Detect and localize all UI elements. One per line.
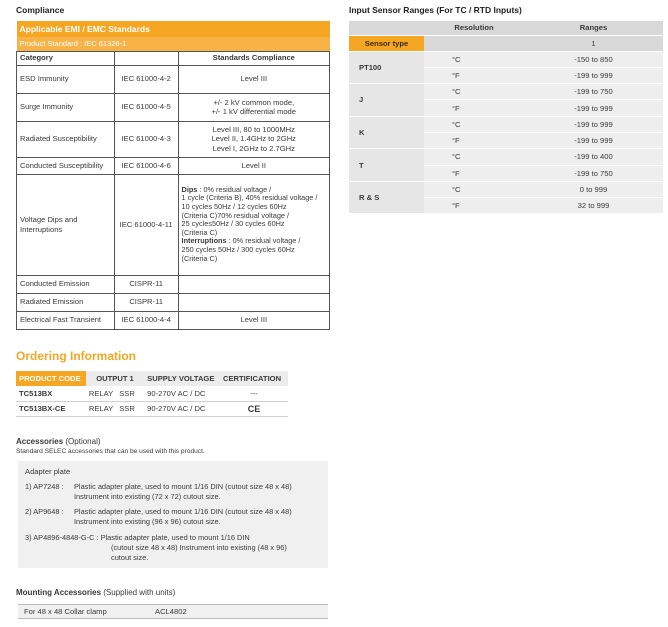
compliance-line: +/- 1 kV differential mode	[211, 107, 297, 116]
sensor-range: -199 to 999	[524, 132, 663, 148]
interruptions-text: 250 cycles 50Hz / 300 cycles 60Hz	[181, 245, 295, 255]
sensor-unit: °F	[424, 67, 524, 83]
row-category: Electrical Fast Transient	[17, 311, 115, 329]
product-code: TC513BX-CE	[16, 401, 86, 416]
mounting-title: Mounting Accessories	[16, 588, 102, 597]
header-blank	[349, 21, 424, 35]
table-row	[16, 401, 288, 416]
compliance-line: Level I, 2GHz to 2.7GHz	[212, 143, 295, 153]
sensor-range: 0 to 999	[524, 181, 663, 197]
product-code: TC513BX	[16, 386, 86, 401]
row-standard: IEC 61000-4-3	[114, 121, 178, 157]
accessory-item	[25, 482, 64, 492]
table-row	[349, 116, 663, 132]
mounting-code: ACL4802	[155, 607, 187, 616]
table-row	[17, 174, 330, 275]
accessories-heading	[16, 437, 101, 446]
emc-banner-row	[17, 21, 330, 37]
row-category: Voltage Dips and Interruptions	[17, 174, 115, 275]
mounting-title-suffix: (Supplied with units)	[101, 588, 176, 597]
row-compliance	[178, 93, 329, 121]
dips-text: : 0% residual voltage /	[197, 184, 272, 194]
accessory-line: Plastic adapter plate, used to mount 1/16 DIN (cutout size 48 x 48)	[74, 507, 292, 516]
row-standard: IEC 61000-4-2	[114, 65, 178, 93]
row-category: ESD Immunity	[17, 65, 115, 93]
accessory-line: Instrument into existing (72 x 72) cutout size.	[74, 491, 221, 501]
sensor-unit: °F	[424, 132, 524, 148]
supply-voltage: 90-270V AC / DC	[144, 386, 220, 401]
dips-text: 10 cycles 50Hz / 12 cycles 60Hz	[181, 201, 287, 211]
sensor-name: PT100	[349, 51, 424, 84]
row-standard: CISPR-11	[114, 293, 178, 311]
row-compliance: Level III	[178, 65, 329, 93]
accessory-label: 1) AP7248 :	[25, 482, 64, 491]
sensor-name: K	[349, 116, 424, 149]
table-row	[17, 93, 330, 121]
table-row	[17, 65, 330, 93]
ordering-table	[16, 371, 288, 417]
row-compliance	[178, 121, 329, 157]
sensor-ranges-table	[349, 21, 663, 214]
col-compliance: Standards Compliance	[178, 51, 329, 65]
compliance-line: Level II, 1.4GHz to 2GHz	[211, 134, 296, 144]
col-category: Category	[17, 51, 115, 65]
row-category: Radiated Emission	[17, 293, 115, 311]
dips-text: 1 cycle (Criteria B), 40% residual voltage /	[181, 193, 318, 203]
accessory-item	[25, 507, 64, 517]
sensor-range: -199 to 999	[524, 67, 663, 83]
accessory-desc	[111, 543, 287, 562]
sensor-unit: °F	[424, 100, 524, 116]
sensor-header-row	[349, 21, 663, 35]
output-ssr: SSR	[116, 386, 144, 401]
row-compliance: Level III	[178, 311, 329, 329]
interruptions-text: (Criteria C)	[181, 253, 218, 263]
row-compliance: Level II	[178, 157, 329, 174]
sensor-unit: °C	[424, 84, 524, 100]
row-standard: IEC 61000-4-11	[114, 174, 178, 275]
interruptions-text: : 0% residual voltage /	[226, 236, 301, 246]
adapter-plate-title: Adapter plate	[25, 467, 71, 476]
sensor-name: R & S	[349, 181, 424, 214]
sensor-name: T	[349, 149, 424, 182]
col-ranges: Ranges	[524, 21, 663, 35]
table-row	[349, 51, 663, 67]
accessory-line: (cutout size 48 x 48) Instrument into existing (48 x 96)	[111, 543, 287, 552]
table-row	[349, 149, 663, 165]
ordering-header-row	[16, 371, 288, 386]
sensor-unit: °C	[424, 181, 524, 197]
sensor-range: 32 to 999	[524, 198, 663, 214]
table-row	[17, 311, 330, 329]
mounting-row	[18, 604, 328, 619]
row-category: Surge Immunity	[17, 93, 115, 121]
product-standard-row	[17, 37, 330, 51]
col-standard	[114, 51, 178, 65]
sensor-ranges-title: Input Sensor Ranges (For TC / RTD Inputs)	[349, 5, 522, 15]
sensor-unit: °C	[424, 149, 524, 165]
col-supply-voltage: SUPPLY VOLTAGE	[144, 371, 220, 386]
resolution-blank	[424, 35, 524, 51]
row-category: Conducted Susceptibility	[17, 157, 115, 174]
accessory-line: Plastic adapter plate, used to mount 1/16 DIN (cutout size 48 x 48)	[74, 482, 292, 491]
col-certification: CERTIFICATION	[220, 371, 288, 386]
emc-header-row	[17, 51, 330, 65]
table-row	[17, 157, 330, 174]
ordering-title: Ordering Information	[16, 349, 136, 363]
sensor-range: -199 to 750	[524, 165, 663, 181]
emc-banner: Applicable EMI / EMC Standards	[17, 21, 330, 37]
dips-text: (Criteria C)70% residual voltage /	[181, 210, 290, 220]
accessory-label: 3) AP4896-4848-G-C :	[25, 533, 99, 542]
table-row	[17, 121, 330, 157]
dips-text: (Criteria C)	[181, 227, 218, 237]
ce-mark-icon: CE	[220, 401, 288, 416]
compliance-line: Level III, 80 to 1000MHz	[212, 125, 295, 135]
accessory-item	[25, 533, 250, 543]
row-compliance	[178, 174, 329, 275]
row-standard: IEC 61000-4-5	[114, 93, 178, 121]
col-output: OUTPUT 1	[86, 371, 144, 386]
sensor-unit: °F	[424, 198, 524, 214]
table-row	[16, 386, 288, 401]
dips-text: 25 cycles50Hz / 30 cycles 60Hz	[181, 219, 285, 229]
sensor-unit: °C	[424, 116, 524, 132]
row-standard: IEC 61000-4-4	[114, 311, 178, 329]
accessories-title-suffix: (Optional)	[63, 437, 101, 446]
row-standard: IEC 61000-4-6	[114, 157, 178, 174]
row-standard: CISPR-11	[114, 275, 178, 293]
accessories-subtitle: Standard SELEC accessories that can be used with this product.	[16, 448, 205, 455]
sensor-type-row	[349, 35, 663, 51]
supply-voltage: 90-270V AC / DC	[144, 401, 220, 416]
sensor-unit: °C	[424, 51, 524, 67]
accessory-line: Instrument into existing (96 x 96) cutout size.	[74, 516, 221, 526]
output-relay: RELAY	[86, 386, 116, 401]
row-category: Conducted Emission	[17, 275, 115, 293]
sensor-range: -199 to 999	[524, 100, 663, 116]
compliance-line: +/- 2 kV common mode,	[213, 97, 295, 107]
emc-standards-table	[16, 21, 330, 330]
row-category: Radiated Susceptibility	[17, 121, 115, 157]
mounting-item: For 48 x 48 Collar clamp	[24, 607, 107, 616]
resolution-value: 1	[524, 35, 663, 51]
sensor-range: -199 to 750	[524, 84, 663, 100]
compliance-title: Compliance	[16, 5, 65, 15]
table-row	[17, 275, 330, 293]
accessories-title: Accessories	[16, 437, 64, 446]
row-compliance	[178, 275, 329, 293]
col-product-code: PRODUCT CODE	[16, 371, 86, 386]
accessory-label: 2) AP9648 :	[25, 507, 64, 516]
output-ssr: SSR	[116, 401, 144, 416]
table-row	[349, 181, 663, 197]
sensor-range: -150 to 850	[524, 51, 663, 67]
sensor-range: -199 to 400	[524, 149, 663, 165]
table-row	[349, 84, 663, 100]
table-row	[17, 293, 330, 311]
row-compliance	[178, 293, 329, 311]
sensor-name: J	[349, 84, 424, 117]
sensor-unit: °F	[424, 165, 524, 181]
col-resolution: Resolution	[424, 21, 524, 35]
certification: ---	[220, 386, 288, 401]
product-standard: Product Standard : IEC 61326-1	[17, 37, 330, 51]
interruptions-label: Interruptions	[181, 236, 227, 246]
accessory-desc	[74, 507, 292, 526]
output-relay: RELAY	[86, 401, 116, 416]
mounting-heading	[16, 588, 175, 597]
sensor-range: -199 to 999	[524, 116, 663, 132]
accessory-line: Plastic adapter plate, used to mount 1/16 DIN	[100, 533, 250, 542]
accessory-line: cutout size.	[111, 552, 149, 562]
accessory-desc	[74, 482, 292, 501]
sensor-type-label: Sensor type	[349, 35, 424, 51]
dips-label: Dips	[181, 184, 198, 194]
